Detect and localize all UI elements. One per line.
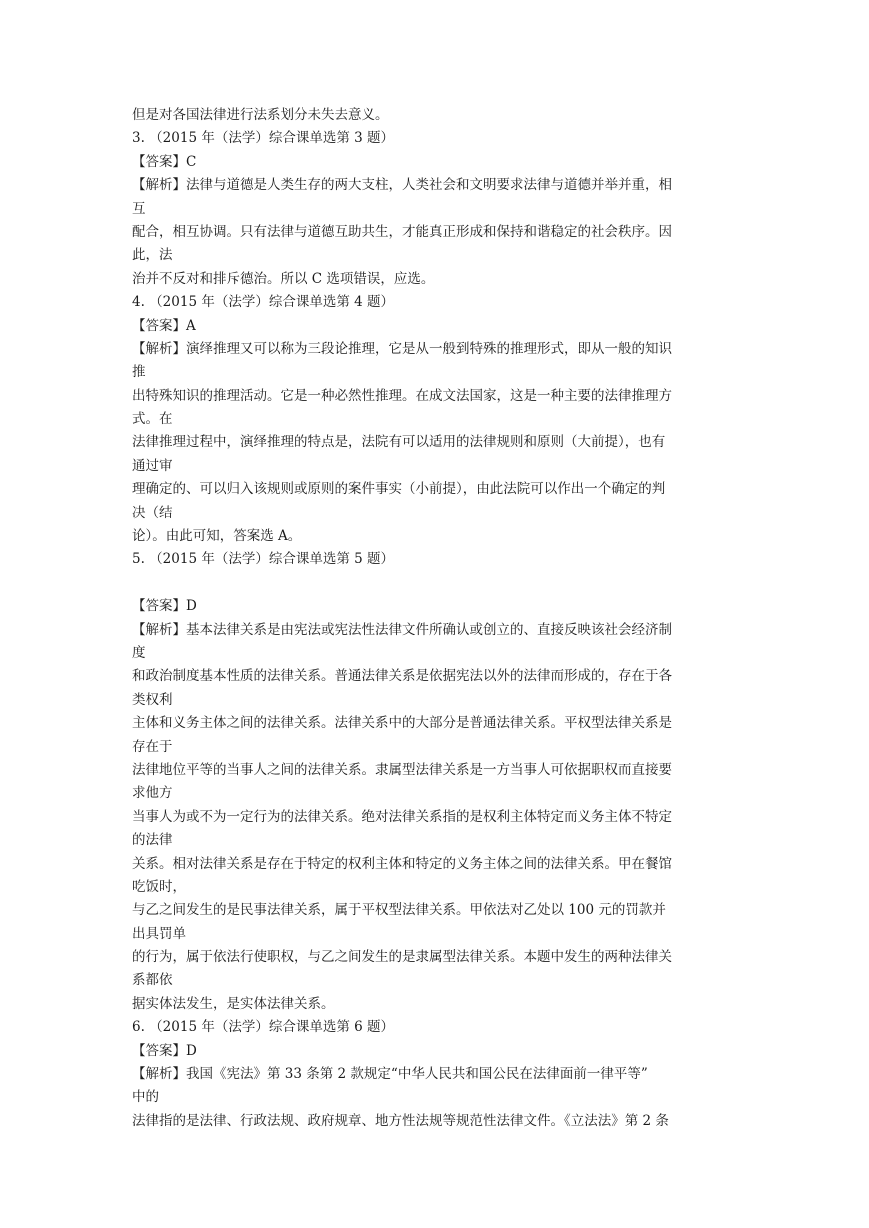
text-line: 【解析】我国《宪法》第 33 条第 2 款规定“中华人民共和国公民在法律面前一律平等” [132, 1066, 648, 1083]
text-line: 类权利 [132, 691, 173, 708]
text-line: 和政治制度基本性质的法律关系。普通法律关系是依据宪法以外的法律而形成的，存在于各 [132, 668, 672, 685]
text-line: 求他方 [132, 785, 173, 802]
text-line: 4. （2015 年（法学）综合课单选第 4 题） [132, 294, 394, 311]
text-line: 的法律 [132, 832, 173, 849]
text-line: 法律推理过程中，演绎推理的特点是，法院有可以适用的法律规则和原则（大前提），也有 [132, 434, 666, 451]
text-line: 系都依 [132, 972, 173, 989]
document-page [132, 104, 742, 1133]
text-line: 出具罚单 [132, 925, 186, 942]
text-line: 据实体法发生，是实体法律关系。 [132, 995, 335, 1012]
text-line: 【解析】法律与道德是人类生存的两大支柱，人类社会和文明要求法律与道德并举并重，相 [132, 177, 672, 194]
text-line: 当事人为或不为一定行为的法律关系。绝对法律关系指的是权利主体特定而义务主体不特定 [132, 808, 672, 825]
text-line [132, 572, 742, 595]
text-line: 存在于 [132, 738, 173, 755]
text-line: 式。在 [132, 411, 173, 428]
text-line: 【解析】演绎推理又可以称为三段论推理，它是从一般到特殊的推理形式，即从一般的知识 [132, 340, 672, 357]
text-line: 法律指的是法律、行政法规、政府规章、地方性法规等规范性法律文件。《立法法》第 2 条 [132, 1112, 669, 1129]
text-line: 的行为，属于依法行使职权，与乙之间发生的是隶属型法律关系。本题中发生的两种法律关 [132, 949, 672, 966]
text-line: 关系。相对法律关系是存在于特定的权利主体和特定的义务主体之间的法律关系。甲在餐馆 [132, 855, 672, 872]
text-line: 【答案】D [132, 598, 197, 615]
text-line: 决（结 [132, 504, 173, 521]
text-line: 5. （2015 年（法学）综合课单选第 5 题） [132, 551, 394, 568]
text-line: 吃饭时， [132, 878, 186, 895]
text-line: 推 [132, 364, 146, 381]
text-line: 理确定的、可以归入该规则或原则的案件事实（小前提），由此法院可以作出一个确定的判 [132, 481, 666, 498]
text-line: 出特殊知识的推理活动。它是一种必然性推理。在成文法国家，这是一种主要的法律推理方 [132, 387, 672, 404]
text-line: 中的 [132, 1089, 159, 1106]
text-line: 此，法 [132, 247, 173, 264]
text-line: 治并不反对和排斥德治。所以 C 选项错误，应选。 [132, 270, 435, 287]
text-line: 【解析】基本法律关系是由宪法或宪法性法律文件所确认或创立的、直接反映该社会经济制 [132, 621, 672, 638]
text-line: 与乙之间发生的是民事法律关系，属于平权型法律关系。甲依法对乙处以 100 元的罚款并 [132, 902, 666, 919]
text-line: 6. （2015 年（法学）综合课单选第 6 题） [132, 1019, 394, 1036]
text-line: 【答案】A [132, 317, 196, 334]
text-line: 主体和义务主体之间的法律关系。法律关系中的大部分是普通法律关系。平权型法律关系是 [132, 715, 672, 732]
text-line: 3. （2015 年（法学）综合课单选第 3 题） [132, 130, 394, 147]
text-line: 通过审 [132, 457, 173, 474]
text-line: 但是对各国法律进行法系划分未失去意义。 [132, 107, 389, 123]
text-line: 度 [132, 644, 146, 661]
text-line: 论）。由此可知，答案选 A。 [132, 528, 302, 545]
text-line: 配合，相互协调。只有法律与道德互助共生，才能真正形成和保持和谐稳定的社会秩序。因 [132, 223, 672, 240]
text-line: 互 [132, 200, 146, 217]
text-line: 法律地位平等的当事人之间的法律关系。隶属型法律关系是一方当事人可依据职权而直接要 [132, 761, 672, 778]
text-line: 【答案】C [132, 153, 197, 170]
text-line: 【答案】D [132, 1042, 197, 1059]
